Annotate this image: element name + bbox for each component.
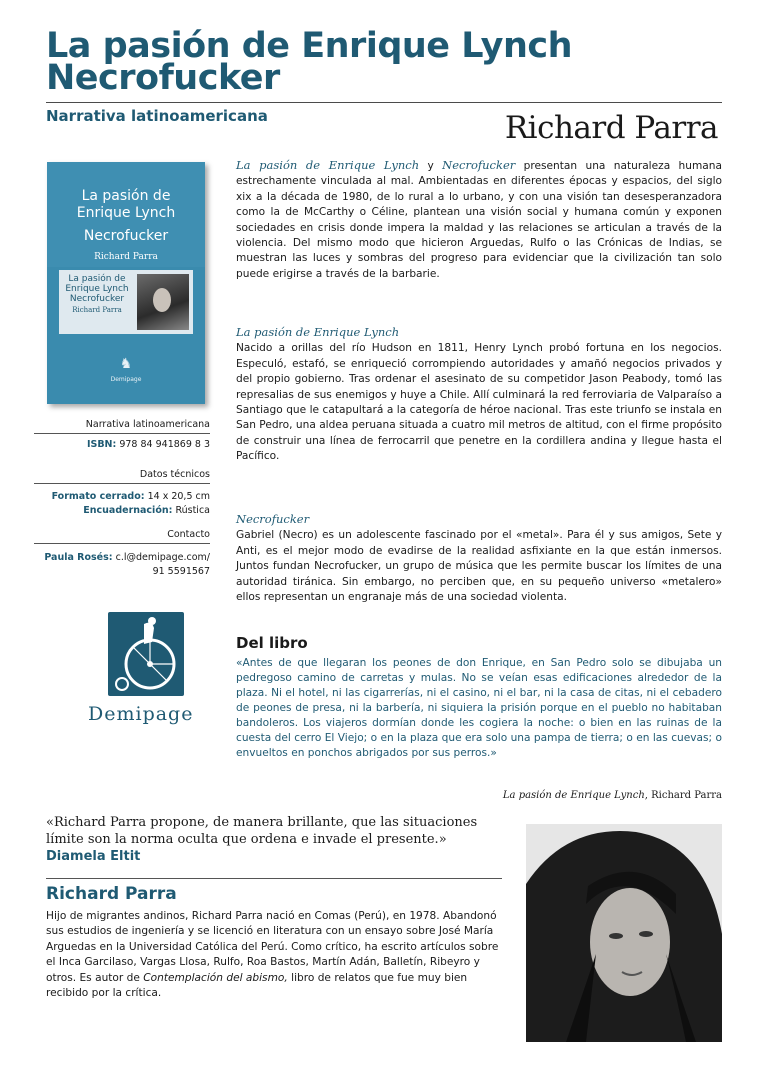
intro-text: presentan una naturaleza humana estrechamente vinculada al mal. Ambientadas en diferentes épocas y espacios, del siglo xix a la década de 1980, de lo rural a lo urbano, y con una visión tan desesperanzadora como la de McCarthy o Céline, plantean una visión social y humana común y exponen sociedades en crisis donde impera la maldad y las relaciones se articulan a través de la violencia. Del mismo modo que hicieron Arguedas, Rulfo o las Crónicas de Indias, se muestran las luces y sombras del progreso para evidenciar que la civilización tan solo puede erigirse a través de la barbarie.	[236, 160, 723, 280]
binding-row	[34, 505, 210, 516]
format-row	[34, 491, 210, 502]
isbn-value: 978 84 941869 8 3	[119, 439, 210, 450]
intro-y: y	[427, 160, 434, 172]
excerpt-source-author: Richard Parra	[651, 790, 722, 801]
contact-label: Paula Rosés:	[44, 552, 113, 563]
sidebar-divider	[34, 433, 210, 434]
bio-divider	[46, 878, 502, 879]
author-name: Richard Parra	[504, 110, 718, 146]
sidebar-series: Narrativa latinoamericana	[85, 419, 210, 430]
excerpt-source-title: La pasión de Enrique Lynch	[502, 790, 645, 801]
cover-mini-author: Richard Parra	[72, 306, 122, 314]
sidebar-divider	[34, 483, 210, 484]
penny-farthing-logo-icon	[108, 612, 184, 696]
cover-mini-title	[63, 274, 131, 315]
series-label: Narrativa latinoamericana	[46, 107, 268, 125]
format-value: 14 x 20,5 cm	[147, 491, 210, 502]
cover-title	[47, 188, 205, 222]
bio-book: Contemplación del abismo,	[143, 971, 288, 984]
cover-top	[47, 162, 205, 267]
title-line-1: La pasión de Enrique Lynch	[46, 26, 573, 66]
page-title	[46, 26, 746, 98]
necro-heading: Necrofucker	[236, 512, 310, 526]
cover-title-line-2: Enrique Lynch	[76, 205, 176, 221]
book-cover	[47, 162, 205, 404]
binding-value: Rústica	[175, 505, 210, 516]
cover-author: Richard Parra	[94, 252, 158, 262]
review-quote	[46, 814, 486, 865]
publisher-name: Demipage	[88, 703, 194, 725]
lynch-heading: La pasión de Enrique Lynch	[236, 325, 400, 339]
title-line-2: Necrofucker	[46, 58, 280, 98]
binding-label: Encuadernación:	[83, 505, 173, 516]
cover-mini-line-3: Necrofucker	[69, 294, 125, 304]
review-quote-text: «Richard Parra propone, de manera brillante, que las situaciones límite son la norma oculta que ordena e invade el presente.»	[46, 815, 478, 847]
contact-phone: 91 5591567	[152, 566, 210, 577]
header-divider	[46, 102, 722, 103]
excerpt-attribution: La pasión de Enrique Lynch, Richard Parra	[502, 790, 722, 801]
format-label: Formato cerrado:	[51, 491, 145, 502]
bio-text	[46, 909, 502, 1001]
cover-mini-line-1: La pasión de	[68, 274, 126, 284]
lynch-text: Nacido a orillas del río Hudson en 1811, Henry Lynch probó fortuna en los negocios. Especuló, estafó, se enriqueció corrompiendo autoridades y amañó negocios privados y del propio gobierno. Tras ordenar el asesinato de su competidor Jason Peabody, tomó las represalias de sus enemigos y huye a Chile. Allí culminará la red ferroviaria de Valparaíso a Santiago que le catapultará a la categoría de héroe nacional. Tras este triunfo se instala en San Pedro, una aldea peruana situada a cuatro mil metros de altitud, con el firme propósito de construir una línea de ferrocarril que penetre en la cordillera andina y llegue hasta el Pacífico.	[236, 342, 722, 463]
review-quote-author: Diamela Eltit	[46, 849, 141, 864]
author-photo-image	[526, 824, 722, 1042]
bio-title: Richard Parra	[46, 884, 177, 904]
excerpt-text: «Antes de que llegaran los peones de don Enrique, en San Pedro solo se dibujaba un pedregoso camino de carretas y mulas. No se veían esas edificaciones alrededor de la plaza. Ni el hotel, ni las cigarrerías, ni el casino, ni el bar, ni la casa de citas, ni el cebadero de peones de presa, ni la barbería, ni siquiera la prisión porque en el pueblo no habitaban bandoleros. Los viajeros dormían donde les cogiera la noche: o bien en las ruinas de la cuesta del cerro El Viejo; o en la plaza que era solo una pampa de tierra; o en las cuevas; o envueltos en ponchos abrigados por sus perros.»	[236, 657, 722, 759]
intro-paragraph	[236, 158, 722, 282]
bio-text-b: libro de relatos que fue muy bien recibido por la crítica.	[46, 971, 468, 1000]
cover-publisher: Demipage	[110, 376, 142, 383]
intro-title-2: Necrofucker	[442, 158, 516, 172]
contact-header: Contacto	[167, 529, 210, 540]
lynch-section	[236, 325, 722, 465]
cover-mini-line-2: Enrique Lynch	[65, 284, 129, 294]
sidebar-isbn	[34, 439, 210, 450]
contact-row	[34, 552, 210, 563]
contact-email[interactable]: c.l@demipage.com/	[115, 552, 210, 563]
cover-publisher-icon: ♞	[119, 356, 133, 372]
necro-section	[236, 512, 722, 605]
cover-band	[59, 270, 193, 334]
tech-header: Datos técnicos	[139, 469, 210, 480]
isbn-label: ISBN:	[86, 439, 117, 450]
sidebar-divider	[34, 543, 210, 544]
cover-title-line-1: La pasión de	[81, 188, 171, 204]
necro-text: Gabriel (Necro) es un adolescente fascinado por el «metal». Para él y sus amigos, Sete y Anti, es el mejor modo de evadirse de la realidad asfixiante en la que están inmersos. Juntos fundan Necrofucker, un grupo de música que les permite buscar los límites de una autoridad tiránica. Sin embargo, no perciben que, en su pequeño universo «metalero» ellos representan un engranaje más de una sociedad violenta.	[236, 529, 722, 604]
cover-portrait-image	[137, 274, 189, 330]
excerpt-heading: Del libro	[236, 634, 308, 652]
bio-text-a: Hijo de migrantes andinos, Richard Parra nació en Comas (Perú), en 1978. Abandonó sus estudios de ingeniería y se licenció en literatura con un ensayo sobre José María Arguedas en la Universidad Católica del Perú. Como crítico, ha escrito artículos sobre el Inca Garcilaso, Vargas Llosa, Rulfo, Roa Bastos, Martín Adán, Balletín, Ribeyro y otros. Es autor de	[46, 910, 499, 984]
intro-title-1: La pasión de Enrique Lynch	[236, 158, 420, 172]
cover-title-line-3: Necrofucker	[83, 228, 169, 244]
